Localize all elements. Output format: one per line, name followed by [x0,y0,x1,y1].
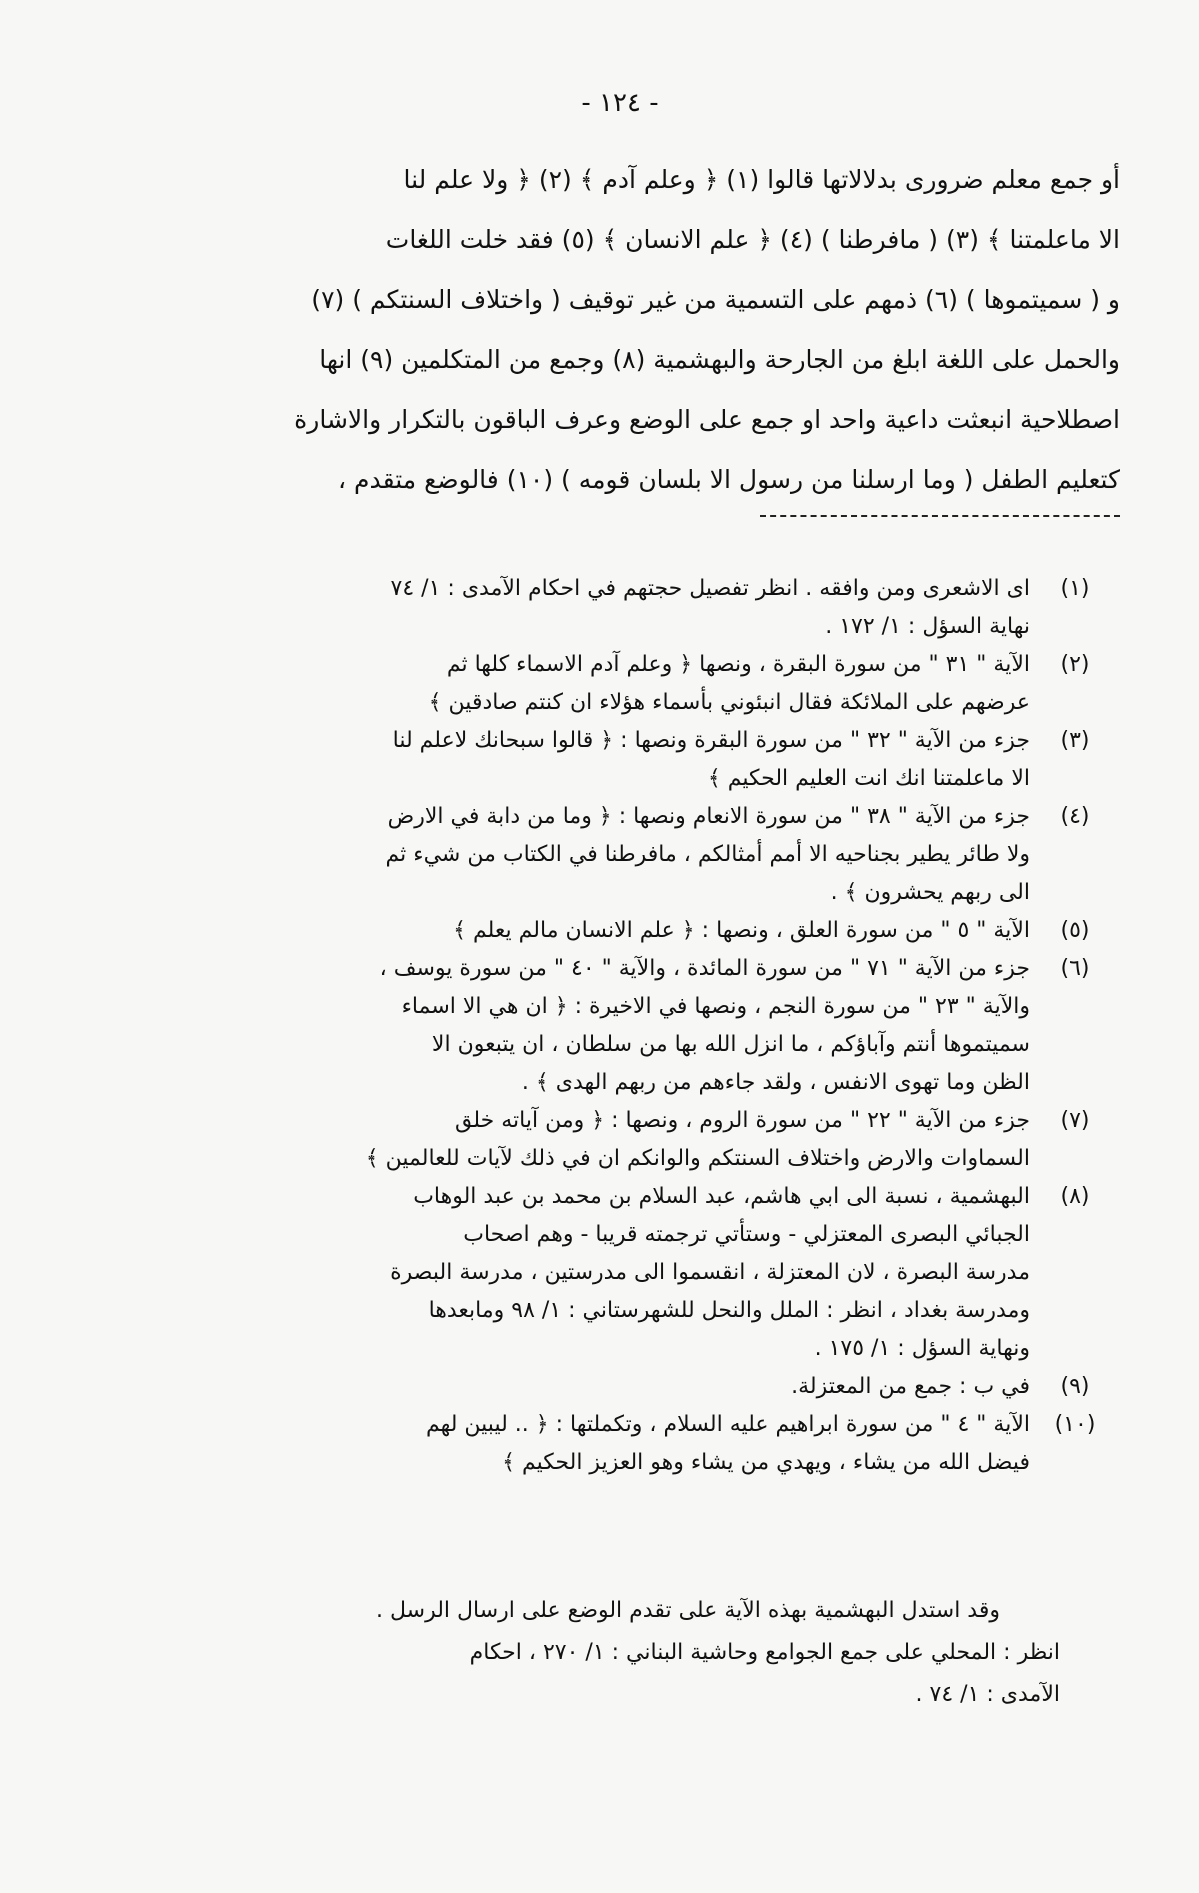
closing-note-line: الآمدى : ١/ ٧٤ . [915,1682,1060,1707]
footnote-line: الآية " ٣١ " من سورة البقرة ، ونصها ﴿ وعلم آدم الاسماء كلها ثم [446,652,1030,677]
main-text-line: والحمل على اللغة ابلغ من الجارحة والبهشمية (٨) وجمع من المتكلمين (٩) انها [319,345,1120,374]
footnote-6 [160,950,1120,1102]
main-text-line: كتعليم الطفل ( وما ارسلنا من رسول الا بلسان قومه ) (١٠) فالوضع متقدم ، [337,465,1120,494]
footnote-separator [760,515,1120,517]
footnote-body [160,1406,1030,1482]
footnote-number: (٣) [1060,728,1090,753]
footnote-body [160,646,1030,722]
footnote-9 [160,1368,1120,1406]
footnote-body [160,570,1030,646]
page-number: - ١٢٤ - [581,88,659,118]
main-text-line: أو جمع معلم ضرورى بدلالاتها قالوا (١) ﴿ وعلم آدم ﴾ (٢) ﴿ ولا علم لنا [403,165,1120,194]
main-text-line: و ( سميتموها ) (٦) ذمهم على التسمية من غير توقيف ( واختلاف السنتكم ) (٧) [311,285,1120,314]
footnote-number: (٨) [1060,1184,1090,1209]
footnote-number: (٦) [1060,956,1090,981]
footnote-5 [160,912,1120,950]
footnote-line: الآية " ٤ " من سورة ابراهيم عليه السلام ، وتكملتها : ﴿ .. ليبين لهم [425,1412,1030,1437]
closing-note-line: انظر : المحلي على جمع الجوامع وحاشية البناني : ١/ ٢٧٠ ، احكام [469,1640,1060,1665]
footnote-line: اى الاشعرى ومن وافقه . انظر تفصيل حجتهم في احكام الآمدى : ١/ ٧٤ [390,576,1030,601]
footnote-number: (٢) [1060,652,1090,677]
footnote-body [160,912,1030,950]
closing-note-line: وقد استدل البهشمية بهذه الآية على تقدم الوضع على ارسال الرسل . [375,1598,1000,1623]
footnote-line: جزء من الآية " ٣٢ " من سورة البقرة ونصها : ﴿ قالوا سبحانك لاعلم لنا [392,728,1030,753]
footnote-line: الا ماعلمتنا انك انت العليم الحكيم ﴾ [707,766,1030,791]
footnote-number: (٧) [1060,1108,1090,1133]
footnote-line: جزء من الآية " ٧١ " من سورة المائدة ، والآية " ٤٠ " من سورة يوسف ، [379,956,1030,981]
main-text-line: اصطلاحية انبعثت داعية واحد او جمع على الوضع وعرف الباقون بالتكرار والاشارة [294,405,1120,434]
footnote-line: جزء من الآية " ٣٨ " من سورة الانعام ونصها : ﴿ وما من دابة في الارض [387,804,1030,829]
footnote-number: (١) [1060,576,1090,601]
footnotes-block [160,570,1120,1482]
main-text-line: الا ماعلمتنا ﴾ (٣) ( مافرطنا ) (٤) ﴿ علم الانسان ﴾ (٥) فقد خلت اللغات [385,225,1120,254]
footnote-line: الآية " ٥ " من سورة العلق ، ونصها : ﴿ علم الانسان مالم يعلم ﴾ [453,918,1030,943]
footnote-line: البهشمية ، نسبة الى ابي هاشم، عبد السلام بن محمد بن عبد الوهاب [413,1184,1030,1209]
footnote-2 [160,646,1120,722]
footnote-number: (٥) [1060,918,1090,943]
footnote-body [160,950,1030,1102]
footnote-line: الى ربهم يحشرون ﴾ . [830,880,1030,905]
footnote-4 [160,798,1120,912]
footnote-body [160,1102,1030,1178]
footnote-line: الظن وما تهوى الانفس ، ولقد جاءهم من ربهم الهدى ﴾ . [521,1070,1030,1095]
closing-note [160,1590,1060,1716]
footnote-line: مدرسة البصرة ، لان المعتزلة ، انقسموا الى مدرستين ، مدرسة البصرة [390,1260,1030,1285]
footnote-line: عرضهم على الملائكة فقال انبئوني بأسماء هؤلاء ان كنتم صادقين ﴾ [428,690,1030,715]
footnote-line: في ب : جمع من المعتزلة. [791,1374,1030,1399]
footnote-line: والآية " ٢٣ " من سورة النجم ، ونصها في الاخيرة : ﴿ ان هي الا اسماء [401,994,1030,1019]
footnote-body [160,722,1030,798]
footnote-body [160,1178,1030,1368]
footnote-8 [160,1178,1120,1368]
footnote-line: ولا طائر يطير بجناحيه الا أمم أمثالكم ، مافرطنا في الكتاب من شيء ثم [385,842,1030,867]
footnote-line: ومدرسة بغداد ، انظر : الملل والنحل للشهرستاني : ١/ ٩٨ ومابعدها [428,1298,1030,1323]
footnote-line: السماوات والارض واختلاف السنتكم والوانكم ان في ذلك لآيات للعالمين ﴾ [365,1146,1030,1171]
footnote-3 [160,722,1120,798]
footnote-7 [160,1102,1120,1178]
footnote-body [160,798,1030,912]
footnote-1 [160,570,1120,646]
footnote-number: (١٠) [1054,1412,1096,1437]
footnote-line: نهاية السؤل : ١/ ١٧٢ . [825,614,1030,639]
footnote-10 [160,1406,1120,1482]
footnote-line: سميتموها أنتم وآباؤكم ، ما انزل الله بها من سلطان ، ان يتبعون الا [431,1032,1030,1057]
footnote-line: ونهاية السؤل : ١/ ١٧٥ . [814,1336,1030,1361]
footnote-line: فيضل الله من يشاء ، ويهدي من يشاء وهو العزيز الحكيم ﴾ [502,1450,1030,1475]
footnote-number: (٤) [1060,804,1090,829]
footnote-number: (٩) [1060,1374,1090,1399]
footnote-line: الجبائي البصرى المعتزلي - وستأتي ترجمته قريبا - وهم اصحاب [463,1222,1030,1247]
footnote-body [160,1368,1030,1406]
main-text-block [160,150,1120,510]
footnote-line: جزء من الآية " ٢٢ " من سورة الروم ، ونصها : ﴿ ومن آياته خلق [455,1108,1030,1133]
